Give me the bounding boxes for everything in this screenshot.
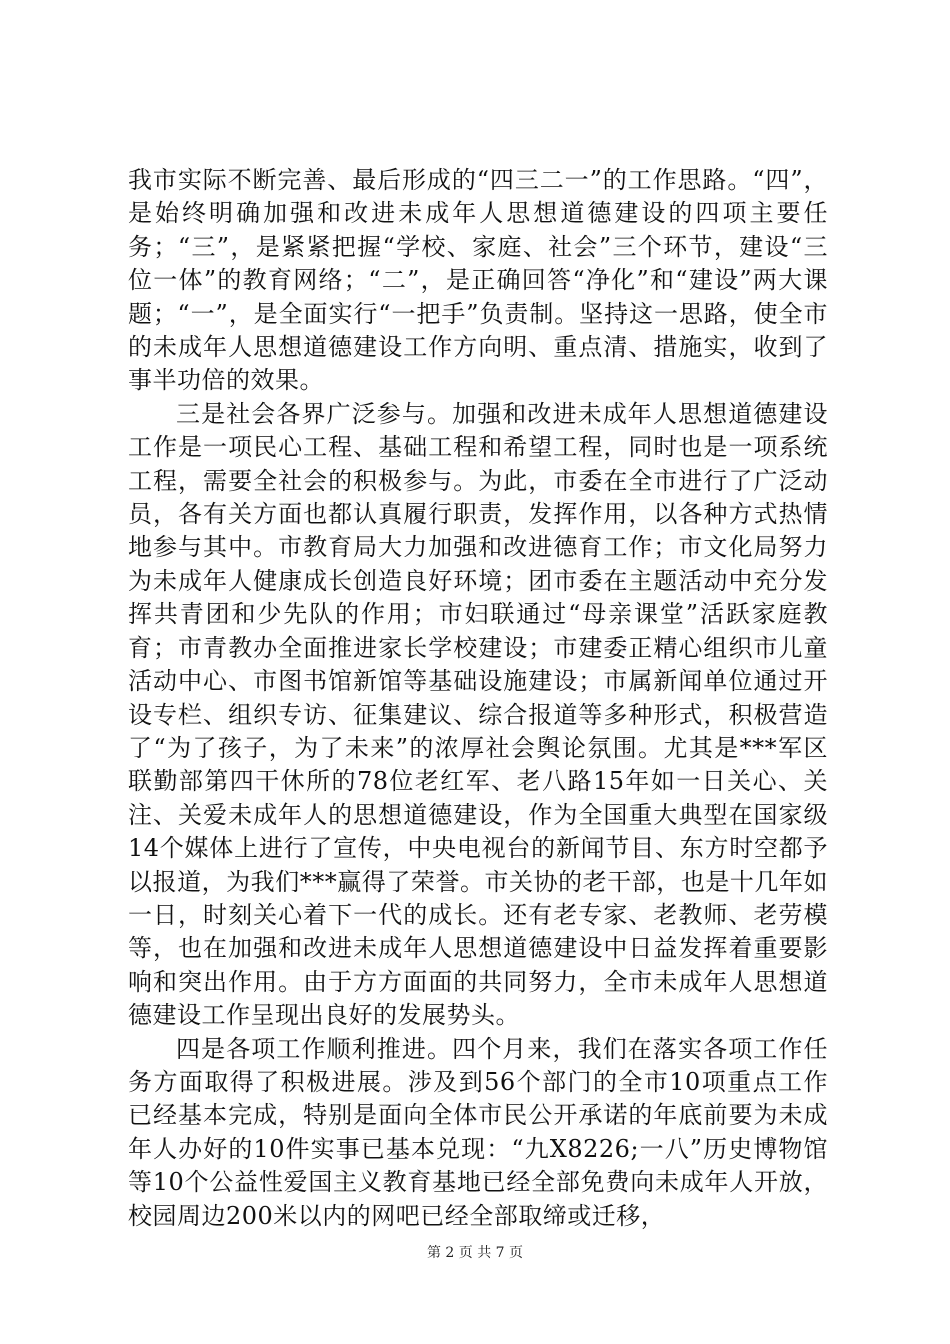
paragraph: 四是各项工作顺利推进。四个月来，我们在落实各项工作任务方面取得了积极进展。涉及到56个部门的全市10项重点工作已经基本完成，特别是面向全体市民公开承诺的年底前要为未成年人办好的10件实事已基本兑现：“九X8226;一八”历史博物馆等10个公益性爱国主义教育基地已经全部免费向未成年人开放，校园周边200米以内的网吧已经全部取缔或迁移，	[128, 1034, 828, 1230]
page-footer: 第 2 页 共 7 页	[426, 1245, 524, 1261]
paragraph: 三是社会各界广泛参与。加强和改进未成年人思想道德建设工作是一项民心工程、基础工程和希望工程，同时也是一项系统工程，需要全社会的积极参与。为此，市委在全市进行了广泛动员，各有关方面也都认真履行职责，发挥作用，以各种方式热情地参与其中。市教育局大力加强和改进德育工作；市文化局努力为未成年人健康成长创造良好环境；团市委在主题活动中充分发挥共青团和少先队的作用；市妇联通过“母亲课堂”活跃家庭教育；市青教办全面推进家长学校建设；市建委正精心组织市儿童活动中心、市图书馆新馆等基础设施建设；市属新闻单位通过开设专栏、组织专访、征集建议、综合报道等多种形式，积极营造了“为了孩子，为了未来”的浓厚社会舆论氛围。尤其是***军区联勤部第四干休所的78位老红军、老八路15年如一日关心、关注、关爱未成年人的思想道德建设，作为全国重大典型在国家级14个媒体上进行了宣传，中央电视台的新闻节目、东方时空都予以报道，为我们***赢得了荣誉。市关协的老干部，也是十几年如一日，时刻关心着下一代的成长。还有老专家、老教师、老劳模等，也在加强和改进未成年人思想道德建设中日益发挥着重要影响和突出作用。由于方方面面的共同努力，全市未成年人思想道德建设工作呈现出良好的发展势头。	[128, 399, 828, 1030]
document-body	[128, 164, 828, 1233]
paragraph: 我市实际不断完善、最后形成的“四三二一”的工作思路。“四”，是始终明确加强和改进未成年人思想道德建设的四项主要任务；“三”，是紧紧把握“学校、家庭、社会”三个环节，建设“三位一体”的教育网络；“二”，是正确回答“净化”和“建设”两大课题；“一”，是全面实行“一把手”负责制。坚持这一思路，使全市的未成年人思想道德建设工作方向明、重点清、措施实，收到了事半功倍的效果。	[128, 166, 828, 395]
